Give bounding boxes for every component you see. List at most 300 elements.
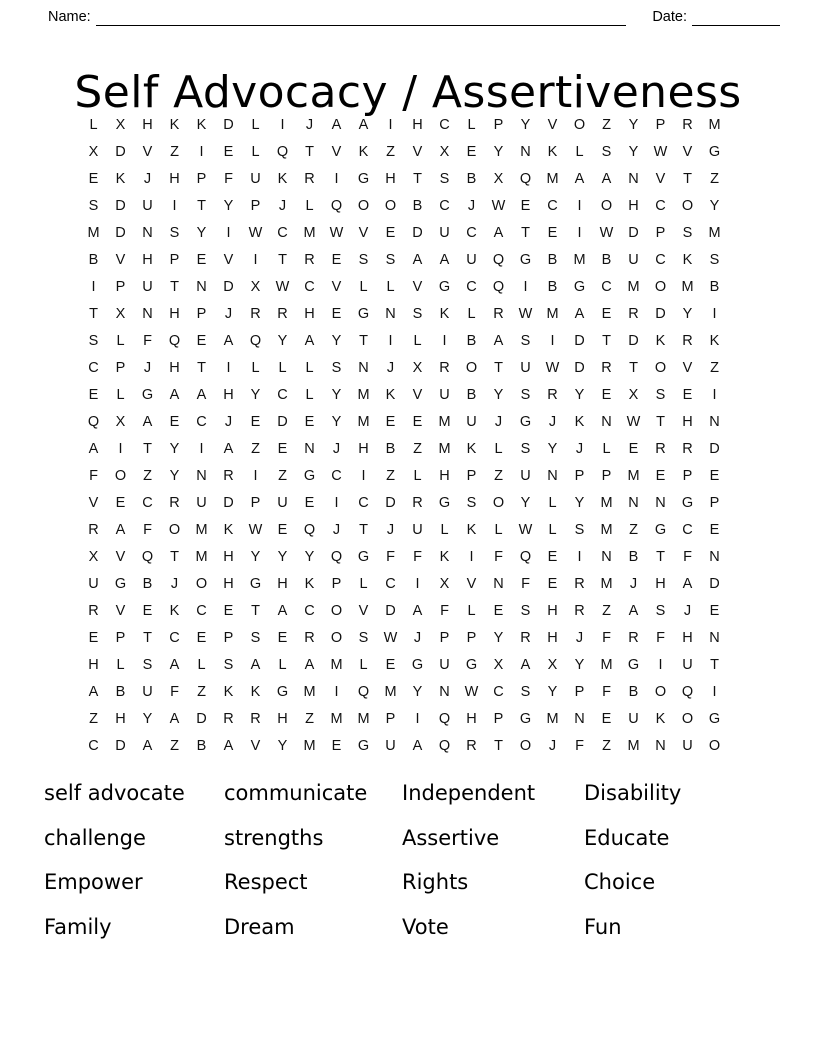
grid-cell[interactable]: J — [332, 522, 341, 538]
grid-cell[interactable]: N — [493, 576, 504, 592]
grid-cell[interactable]: F — [602, 630, 611, 646]
grid-cell[interactable]: M — [195, 522, 208, 538]
grid-cell[interactable]: P — [682, 468, 693, 484]
grid-cell[interactable]: C — [466, 279, 477, 295]
grid-cell[interactable]: L — [494, 441, 503, 457]
grid-cell[interactable]: V — [412, 387, 423, 403]
grid-cell[interactable]: V — [412, 144, 423, 160]
grid-cell[interactable]: B — [709, 279, 720, 295]
grid-cell[interactable]: B — [628, 684, 639, 700]
grid-cell[interactable]: H — [169, 306, 180, 322]
grid-cell[interactable]: S — [466, 495, 477, 511]
grid-cell[interactable]: O — [330, 630, 343, 646]
grid-cell[interactable]: I — [415, 711, 420, 727]
grid-cell[interactable]: Y — [412, 684, 423, 700]
grid-cell[interactable]: Z — [251, 441, 260, 457]
grid-cell[interactable]: Y — [277, 738, 288, 754]
grid-cell[interactable]: L — [89, 117, 98, 133]
grid-cell[interactable]: H — [655, 576, 666, 592]
word-bank-item[interactable]: Respect — [224, 870, 308, 894]
grid-cell[interactable]: K — [169, 117, 180, 133]
grid-cell[interactable]: L — [116, 333, 125, 349]
grid-cell[interactable]: M — [303, 684, 316, 700]
grid-cell[interactable]: E — [493, 603, 504, 619]
grid-cell[interactable]: H — [628, 198, 639, 214]
grid-cell[interactable]: C — [601, 279, 612, 295]
grid-cell[interactable]: J — [386, 522, 395, 538]
grid-cell[interactable]: M — [573, 252, 586, 268]
word-bank-item[interactable]: self advocate — [44, 781, 185, 805]
grid-cell[interactable]: L — [278, 360, 287, 376]
grid-cell[interactable]: X — [628, 387, 639, 403]
grid-cell[interactable]: C — [655, 198, 666, 214]
grid-cell[interactable]: S — [412, 306, 423, 322]
grid-cell[interactable]: M — [600, 495, 613, 511]
grid-cell[interactable]: I — [577, 198, 582, 214]
grid-cell[interactable]: R — [601, 360, 612, 376]
grid-cell[interactable]: W — [518, 522, 533, 538]
grid-cell[interactable]: P — [331, 576, 342, 592]
grid-cell[interactable]: U — [412, 522, 423, 538]
grid-cell[interactable]: G — [276, 684, 289, 700]
grid-cell[interactable]: G — [357, 171, 370, 187]
grid-cell[interactable]: O — [114, 468, 127, 484]
grid-cell[interactable]: N — [196, 279, 207, 295]
grid-cell[interactable]: P — [493, 711, 504, 727]
grid-cell[interactable]: G — [114, 576, 127, 592]
grid-cell[interactable]: W — [248, 225, 263, 241]
word-bank-item[interactable]: communicate — [224, 781, 368, 805]
grid-cell[interactable]: W — [626, 414, 641, 430]
grid-cell[interactable]: C — [439, 117, 450, 133]
grid-cell[interactable]: E — [709, 468, 720, 484]
grid-cell[interactable]: A — [412, 252, 423, 268]
grid-cell[interactable]: U — [682, 738, 693, 754]
grid-cell[interactable]: S — [574, 522, 585, 538]
grid-cell[interactable]: Y — [628, 117, 639, 133]
grid-cell[interactable]: T — [359, 333, 368, 349]
grid-cell[interactable]: Y — [547, 684, 558, 700]
grid-cell[interactable]: U — [466, 414, 477, 430]
grid-cell[interactable]: Z — [278, 468, 287, 484]
grid-cell[interactable]: U — [142, 198, 153, 214]
grid-cell[interactable]: L — [386, 279, 395, 295]
grid-cell[interactable]: G — [411, 657, 424, 673]
grid-cell[interactable]: E — [223, 603, 234, 619]
grid-cell[interactable]: P — [115, 279, 126, 295]
grid-cell[interactable]: B — [88, 252, 99, 268]
grid-cell[interactable]: G — [708, 711, 721, 727]
grid-cell[interactable]: D — [412, 225, 423, 241]
grid-cell[interactable]: X — [88, 549, 99, 565]
grid-cell[interactable]: V — [115, 252, 126, 268]
grid-cell[interactable]: I — [388, 333, 393, 349]
grid-cell[interactable]: T — [494, 360, 503, 376]
grid-cell[interactable]: R — [628, 306, 639, 322]
grid-cell[interactable]: R — [277, 306, 288, 322]
grid-cell[interactable]: V — [331, 144, 342, 160]
grid-cell[interactable]: V — [547, 117, 558, 133]
grid-cell[interactable]: A — [223, 333, 234, 349]
grid-cell[interactable]: U — [520, 468, 531, 484]
grid-cell[interactable]: T — [170, 279, 179, 295]
grid-cell[interactable]: L — [440, 522, 449, 538]
grid-cell[interactable]: E — [385, 414, 396, 430]
grid-cell[interactable]: C — [358, 495, 369, 511]
grid-cell[interactable]: T — [197, 198, 206, 214]
grid-cell[interactable]: M — [438, 441, 451, 457]
grid-cell[interactable]: A — [439, 252, 450, 268]
grid-cell[interactable]: A — [223, 738, 234, 754]
grid-cell[interactable]: H — [412, 117, 423, 133]
grid-cell[interactable]: N — [655, 738, 666, 754]
grid-cell[interactable]: J — [629, 576, 638, 592]
grid-cell[interactable]: S — [709, 252, 720, 268]
grid-cell[interactable]: L — [251, 117, 260, 133]
grid-cell[interactable]: M — [330, 657, 343, 673]
grid-cell[interactable]: O — [600, 198, 613, 214]
grid-cell[interactable]: S — [520, 603, 531, 619]
grid-cell[interactable]: F — [656, 630, 665, 646]
grid-cell[interactable]: H — [223, 576, 234, 592]
grid-cell[interactable]: H — [169, 171, 180, 187]
grid-cell[interactable]: E — [466, 144, 477, 160]
grid-cell[interactable]: A — [331, 117, 342, 133]
grid-cell[interactable]: R — [520, 630, 531, 646]
grid-cell[interactable]: H — [385, 171, 396, 187]
grid-cell[interactable]: E — [601, 306, 612, 322]
grid-cell[interactable]: N — [628, 171, 639, 187]
grid-cell[interactable]: I — [172, 198, 177, 214]
grid-cell[interactable]: M — [600, 576, 613, 592]
grid-cell[interactable]: P — [655, 225, 666, 241]
grid-cell[interactable]: U — [439, 657, 450, 673]
grid-cell[interactable]: E — [412, 414, 423, 430]
grid-cell[interactable]: J — [683, 603, 692, 619]
grid-cell[interactable]: D — [628, 333, 639, 349]
grid-cell[interactable]: A — [250, 657, 261, 673]
grid-cell[interactable]: R — [682, 333, 693, 349]
grid-cell[interactable]: R — [88, 603, 99, 619]
grid-cell[interactable]: R — [223, 468, 234, 484]
grid-cell[interactable]: E — [169, 414, 180, 430]
grid-cell[interactable]: K — [547, 144, 558, 160]
grid-cell[interactable]: M — [330, 711, 343, 727]
grid-cell[interactable]: I — [712, 387, 717, 403]
grid-cell[interactable]: H — [277, 711, 288, 727]
grid-cell[interactable]: C — [655, 252, 666, 268]
grid-cell[interactable]: C — [466, 225, 477, 241]
grid-cell[interactable]: R — [169, 495, 180, 511]
grid-cell[interactable]: S — [520, 684, 531, 700]
grid-cell[interactable]: L — [197, 657, 206, 673]
grid-cell[interactable]: A — [304, 657, 315, 673]
grid-cell[interactable]: P — [250, 198, 261, 214]
grid-cell[interactable]: D — [223, 279, 234, 295]
grid-cell[interactable]: R — [223, 711, 234, 727]
grid-cell[interactable]: Q — [249, 333, 262, 349]
grid-cell[interactable]: K — [250, 684, 261, 700]
grid-cell[interactable]: C — [196, 603, 207, 619]
grid-cell[interactable]: Y — [250, 387, 261, 403]
word-search-grid[interactable] — [80, 112, 740, 760]
word-bank-item[interactable]: strengths — [224, 825, 324, 850]
grid-cell[interactable]: N — [196, 468, 207, 484]
grid-cell[interactable]: J — [143, 171, 152, 187]
grid-cell[interactable]: C — [439, 198, 450, 214]
grid-cell[interactable]: Y — [223, 198, 234, 214]
grid-cell[interactable]: A — [142, 738, 153, 754]
grid-cell[interactable]: K — [223, 684, 234, 700]
grid-cell[interactable]: S — [223, 657, 234, 673]
grid-cell[interactable]: E — [601, 387, 612, 403]
grid-cell[interactable]: J — [575, 630, 584, 646]
grid-cell[interactable]: H — [682, 414, 693, 430]
grid-cell[interactable]: M — [546, 306, 559, 322]
grid-cell[interactable]: T — [494, 738, 503, 754]
grid-cell[interactable]: A — [520, 657, 531, 673]
grid-cell[interactable]: D — [196, 711, 207, 727]
grid-cell[interactable]: O — [654, 279, 667, 295]
grid-cell[interactable]: Y — [331, 387, 342, 403]
grid-cell[interactable]: M — [303, 225, 316, 241]
grid-cell[interactable]: Z — [629, 522, 638, 538]
grid-cell[interactable]: R — [412, 495, 423, 511]
grid-cell[interactable]: O — [465, 360, 478, 376]
grid-cell[interactable]: V — [466, 576, 477, 592]
grid-cell[interactable]: C — [196, 414, 207, 430]
grid-cell[interactable]: K — [358, 144, 369, 160]
grid-cell[interactable]: Y — [493, 144, 504, 160]
grid-cell[interactable]: S — [358, 630, 369, 646]
grid-cell[interactable]: J — [224, 414, 233, 430]
grid-cell[interactable]: I — [577, 549, 582, 565]
grid-cell[interactable]: O — [357, 198, 370, 214]
grid-cell[interactable]: Z — [602, 603, 611, 619]
grid-cell[interactable]: S — [88, 198, 99, 214]
grid-cell[interactable]: Q — [492, 252, 505, 268]
grid-cell[interactable]: V — [358, 225, 369, 241]
grid-cell[interactable]: B — [547, 279, 558, 295]
grid-cell[interactable]: K — [682, 252, 693, 268]
grid-cell[interactable]: Q — [276, 144, 289, 160]
grid-cell[interactable]: Z — [170, 738, 179, 754]
grid-cell[interactable]: T — [629, 360, 638, 376]
grid-cell[interactable]: L — [251, 144, 260, 160]
grid-cell[interactable]: R — [304, 252, 315, 268]
grid-cell[interactable]: J — [467, 198, 476, 214]
grid-cell[interactable]: A — [682, 576, 693, 592]
grid-cell[interactable]: A — [115, 522, 126, 538]
grid-cell[interactable]: E — [682, 387, 693, 403]
grid-cell[interactable]: B — [196, 738, 207, 754]
grid-cell[interactable]: R — [574, 576, 585, 592]
grid-cell[interactable]: R — [628, 630, 639, 646]
grid-cell[interactable]: W — [545, 360, 560, 376]
grid-cell[interactable]: L — [602, 441, 611, 457]
grid-cell[interactable]: I — [253, 252, 258, 268]
grid-cell[interactable]: K — [466, 441, 477, 457]
word-bank-item[interactable]: Assertive — [402, 825, 500, 850]
word-bank-item[interactable]: Family — [44, 914, 112, 939]
grid-cell[interactable]: H — [358, 441, 369, 457]
grid-cell[interactable]: C — [331, 468, 342, 484]
grid-cell[interactable]: L — [548, 495, 557, 511]
grid-cell[interactable]: J — [305, 117, 314, 133]
grid-cell[interactable]: I — [712, 306, 717, 322]
grid-cell[interactable]: G — [249, 576, 262, 592]
grid-cell[interactable]: M — [357, 414, 370, 430]
grid-cell[interactable]: N — [142, 306, 153, 322]
grid-cell[interactable]: C — [682, 522, 693, 538]
word-bank-item[interactable]: challenge — [44, 825, 146, 850]
grid-cell[interactable]: P — [601, 468, 612, 484]
grid-cell[interactable]: Q — [303, 522, 316, 538]
grid-cell[interactable]: M — [627, 468, 640, 484]
grid-cell[interactable]: N — [601, 549, 612, 565]
grid-cell[interactable]: M — [357, 711, 370, 727]
grid-cell[interactable]: T — [251, 603, 260, 619]
grid-cell[interactable]: F — [89, 468, 98, 484]
grid-cell[interactable]: X — [88, 144, 99, 160]
grid-cell[interactable]: B — [115, 684, 126, 700]
grid-cell[interactable]: P — [574, 468, 585, 484]
grid-cell[interactable]: D — [115, 198, 126, 214]
grid-cell[interactable]: K — [439, 306, 450, 322]
grid-cell[interactable]: S — [655, 603, 666, 619]
grid-cell[interactable]: J — [386, 360, 395, 376]
grid-cell[interactable]: J — [575, 441, 584, 457]
grid-cell[interactable]: P — [115, 630, 126, 646]
grid-cell[interactable]: R — [547, 387, 558, 403]
grid-cell[interactable]: I — [361, 468, 366, 484]
grid-cell[interactable]: E — [547, 225, 558, 241]
grid-cell[interactable]: I — [469, 549, 474, 565]
grid-cell[interactable]: A — [196, 387, 207, 403]
grid-cell[interactable]: I — [442, 333, 447, 349]
grid-cell[interactable]: L — [251, 360, 260, 376]
grid-cell[interactable]: N — [655, 495, 666, 511]
grid-cell[interactable]: Y — [169, 441, 180, 457]
grid-cell[interactable]: H — [304, 306, 315, 322]
grid-cell[interactable]: B — [547, 252, 558, 268]
grid-cell[interactable]: B — [142, 576, 153, 592]
grid-cell[interactable]: T — [602, 333, 611, 349]
grid-cell[interactable]: K — [466, 522, 477, 538]
grid-cell[interactable]: J — [143, 360, 152, 376]
grid-cell[interactable]: H — [439, 468, 450, 484]
grid-cell[interactable]: T — [656, 414, 665, 430]
grid-cell[interactable]: M — [546, 171, 559, 187]
word-bank-item[interactable]: Fun — [584, 914, 622, 939]
grid-cell[interactable]: S — [520, 387, 531, 403]
grid-cell[interactable]: N — [709, 414, 720, 430]
grid-cell[interactable]: Q — [87, 414, 100, 430]
grid-cell[interactable]: Z — [494, 468, 503, 484]
grid-cell[interactable]: D — [223, 117, 234, 133]
grid-cell[interactable]: P — [223, 630, 234, 646]
grid-cell[interactable]: O — [330, 603, 343, 619]
grid-cell[interactable]: B — [628, 549, 639, 565]
grid-cell[interactable]: G — [357, 738, 370, 754]
grid-cell[interactable]: N — [439, 684, 450, 700]
grid-cell[interactable]: R — [250, 711, 261, 727]
grid-cell[interactable]: R — [88, 522, 99, 538]
grid-cell[interactable]: L — [548, 522, 557, 538]
grid-cell[interactable]: W — [518, 306, 533, 322]
grid-cell[interactable]: I — [415, 576, 420, 592]
grid-cell[interactable]: K — [169, 603, 180, 619]
grid-cell[interactable]: P — [466, 630, 477, 646]
grid-cell[interactable]: O — [519, 738, 532, 754]
grid-cell[interactable]: R — [439, 360, 450, 376]
grid-cell[interactable]: H — [223, 549, 234, 565]
grid-cell[interactable]: E — [655, 468, 666, 484]
grid-cell[interactable]: C — [142, 495, 153, 511]
grid-cell[interactable]: R — [304, 171, 315, 187]
grid-cell[interactable]: F — [440, 603, 449, 619]
grid-cell[interactable]: H — [277, 576, 288, 592]
grid-cell[interactable]: S — [655, 387, 666, 403]
grid-cell[interactable]: R — [682, 117, 693, 133]
grid-cell[interactable]: D — [115, 225, 126, 241]
grid-cell[interactable]: P — [709, 495, 720, 511]
grid-cell[interactable]: Z — [413, 441, 422, 457]
grid-cell[interactable]: O — [168, 522, 181, 538]
grid-cell[interactable]: M — [600, 522, 613, 538]
grid-cell[interactable]: M — [708, 117, 721, 133]
grid-cell[interactable]: V — [115, 603, 126, 619]
grid-cell[interactable]: F — [494, 549, 503, 565]
grid-cell[interactable]: T — [170, 549, 179, 565]
grid-cell[interactable]: J — [278, 198, 287, 214]
grid-cell[interactable]: U — [628, 711, 639, 727]
word-bank-item[interactable]: Choice — [584, 870, 656, 894]
grid-cell[interactable]: G — [519, 711, 532, 727]
grid-cell[interactable]: L — [413, 333, 422, 349]
grid-cell[interactable]: H — [547, 603, 558, 619]
grid-cell[interactable]: T — [359, 522, 368, 538]
grid-cell[interactable]: U — [142, 684, 153, 700]
grid-cell[interactable]: D — [115, 738, 126, 754]
grid-cell[interactable]: W — [275, 279, 290, 295]
grid-cell[interactable]: R — [682, 441, 693, 457]
grid-cell[interactable]: Y — [520, 495, 531, 511]
grid-cell[interactable]: H — [466, 711, 477, 727]
grid-cell[interactable]: X — [115, 414, 126, 430]
grid-cell[interactable]: P — [169, 252, 180, 268]
grid-cell[interactable]: Z — [602, 738, 611, 754]
grid-cell[interactable]: S — [358, 252, 369, 268]
grid-cell[interactable]: I — [226, 360, 231, 376]
grid-cell[interactable]: E — [88, 387, 99, 403]
grid-cell[interactable]: T — [143, 441, 152, 457]
grid-cell[interactable]: A — [169, 657, 180, 673]
grid-cell[interactable]: L — [467, 117, 476, 133]
grid-cell[interactable]: W — [248, 522, 263, 538]
grid-cell[interactable]: C — [385, 576, 396, 592]
grid-cell[interactable]: Y — [709, 198, 720, 214]
grid-cell[interactable]: B — [601, 252, 612, 268]
grid-cell[interactable]: U — [277, 495, 288, 511]
grid-cell[interactable]: A — [169, 387, 180, 403]
grid-cell[interactable]: M — [384, 684, 397, 700]
grid-cell[interactable]: X — [493, 657, 504, 673]
grid-cell[interactable]: N — [547, 468, 558, 484]
grid-cell[interactable]: K — [709, 333, 720, 349]
grid-cell[interactable]: C — [169, 630, 180, 646]
grid-cell[interactable]: G — [681, 495, 694, 511]
